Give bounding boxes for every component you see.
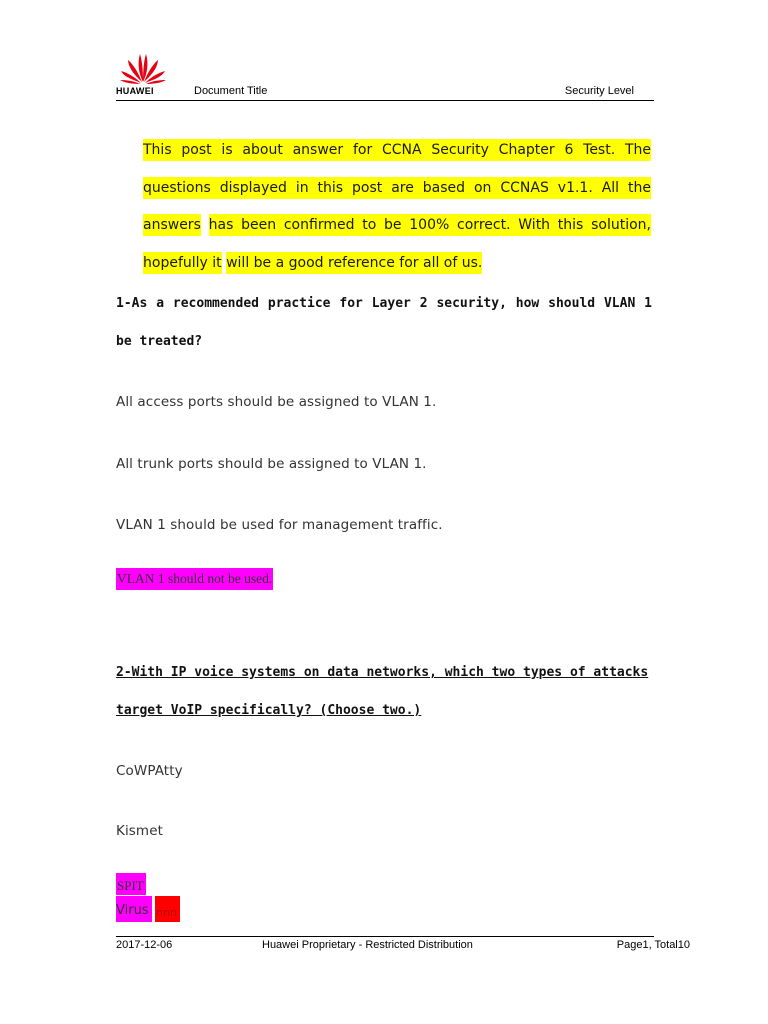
red-highlight-text: nnn — [156, 906, 177, 919]
question-1-line: be treated? — [116, 334, 203, 349]
intro-line: will be a good reference for all of us. — [226, 252, 482, 274]
correct-answer-text: SPIT — [117, 878, 144, 893]
huawei-logo — [116, 50, 170, 98]
answer-option: CoWPAtty — [116, 763, 183, 779]
correct-answer — [116, 571, 273, 587]
correct-answer-text: VLAN 1 should not be used. — [116, 568, 273, 590]
question-2 — [116, 654, 652, 730]
correct-answer — [116, 896, 152, 922]
answer-option: All trunk ports should be assigned to VLAN 1. — [116, 456, 427, 472]
huawei-petals-icon — [119, 50, 167, 84]
correct-answer-text: Virus — [116, 903, 149, 918]
correct-answer — [116, 873, 146, 895]
security-level: Security Level — [564, 85, 634, 97]
intro-line: has been confirmed to be 100% correct. With this solution, hopefully it — [143, 214, 651, 274]
logo-wordmark: HUAWEI — [116, 86, 154, 96]
question-1-line: 1-As a recommended practice for Layer 2 security, how should VLAN 1 — [116, 296, 652, 311]
red-highlight — [155, 896, 180, 922]
footer-classification: Huawei Proprietary - Restricted Distribution — [262, 939, 473, 951]
question-2-line: target VoIP specifically? (Choose two.) — [116, 703, 422, 718]
page-footer — [116, 936, 690, 957]
answer-option: VLAN 1 should be used for management traffic. — [116, 517, 443, 533]
question-1 — [116, 285, 652, 361]
document-title: Document Title — [194, 85, 268, 97]
answer-option: All access ports should be assigned to VLAN 1. — [116, 394, 437, 410]
footer-date: 2017-12-06 — [116, 939, 173, 951]
footer-page-number: Page1, Total10 — [616, 939, 690, 951]
intro-line: questions displayed in this post are based on CCNAS v1.1. All the answers — [143, 177, 651, 237]
page-header — [116, 50, 654, 101]
intro-paragraph — [143, 132, 651, 282]
answer-option: Kismet — [116, 823, 163, 839]
question-2-line: 2-With IP voice systems on data networks, which two types of attacks — [116, 665, 649, 680]
intro-line: This post is about answer for CCNA Security Chapter 6 Test. The — [143, 139, 651, 161]
